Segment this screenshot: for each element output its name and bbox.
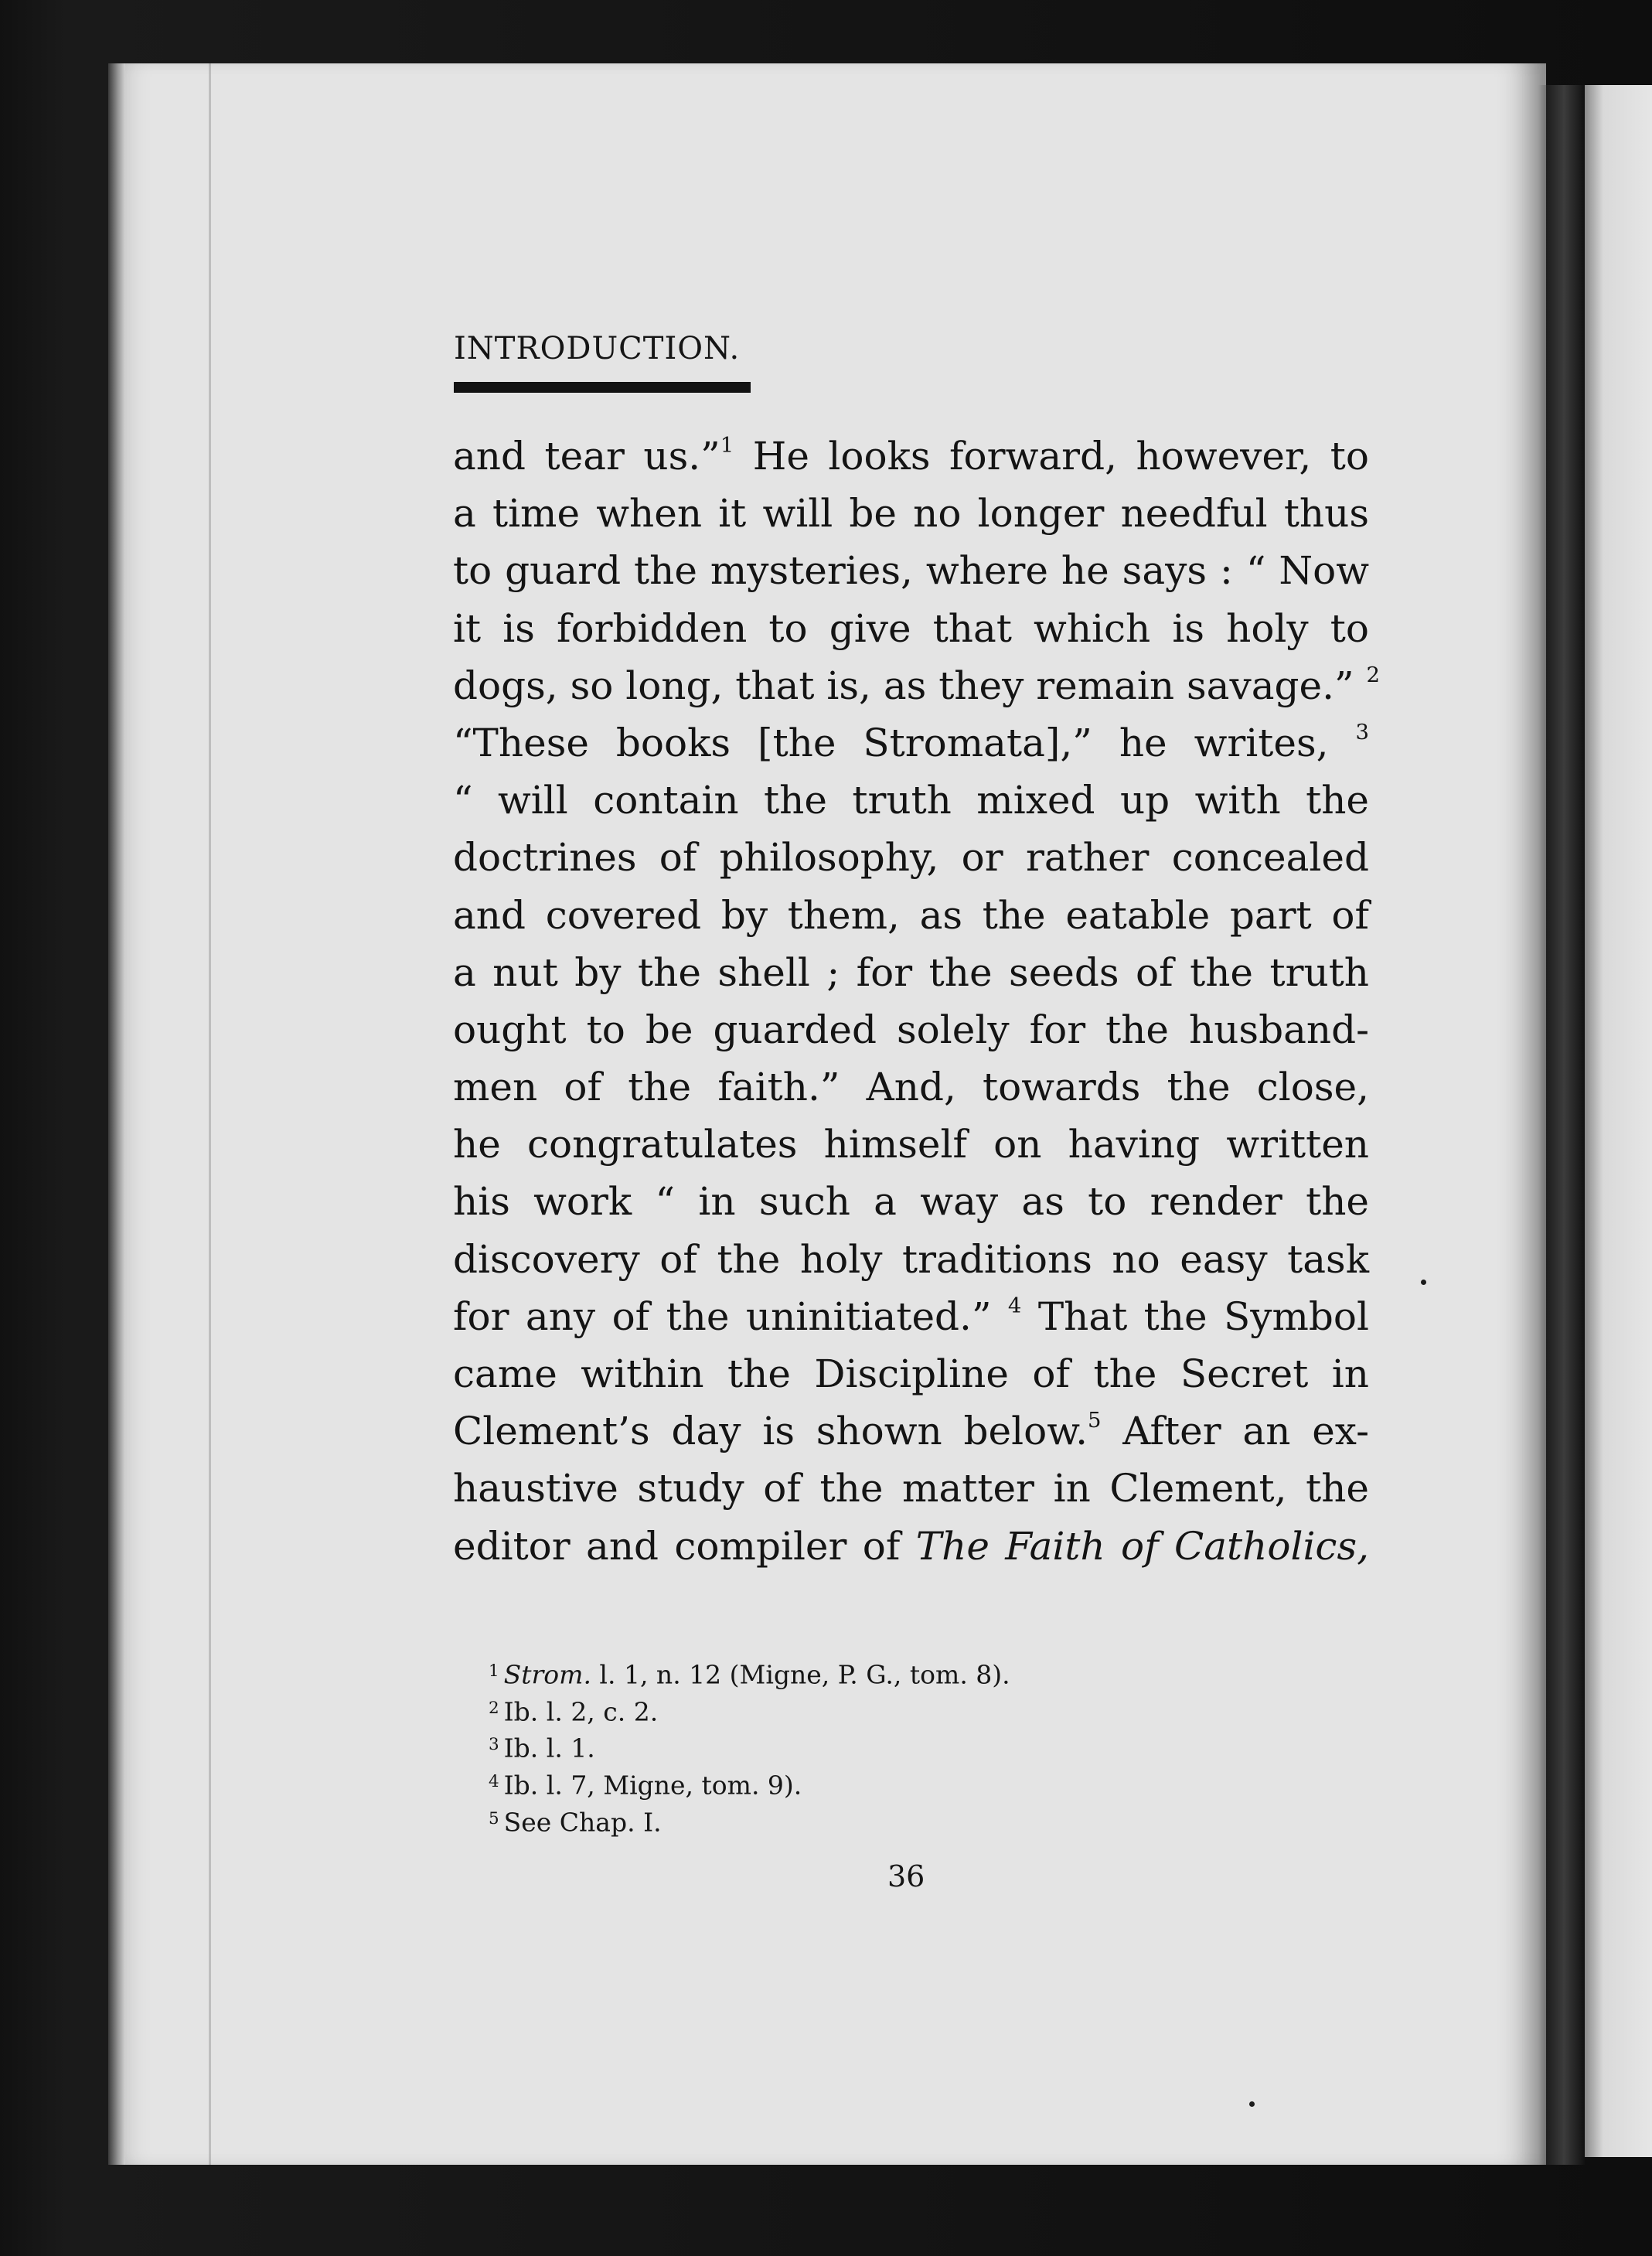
body-line: “These books [the Stromata],” he writes, $^3$: [453, 719, 1369, 765]
page-left-edge: [108, 63, 125, 2165]
note-ref: 2: [1366, 662, 1381, 687]
body-line: came within the Discipline of the Secret in: [453, 1351, 1369, 1396]
body-line: it is forbidden to give that which is holy to: [453, 605, 1369, 651]
dust-speck: [1421, 1280, 1426, 1285]
body-line: for any of the uninitiated.” $^4$ That the Symbol: [453, 1293, 1369, 1339]
body-text: [453, 428, 1381, 1575]
footnote: $^3$ Ib. l. 1.: [489, 1733, 595, 1764]
body-line: a time when it will be no longer needful thus: [453, 491, 1369, 537]
page-fold-line: [209, 63, 211, 2165]
note-ref: 5: [1087, 1408, 1102, 1433]
facing-page-edge: [1577, 85, 1652, 2157]
body-line: haustive study of the matter in Clement, the: [453, 1466, 1369, 1511]
binding-shadow: [1538, 85, 1585, 2165]
body-line: his work “ in such a way as to render the: [453, 1179, 1369, 1225]
body-line: a nut by the shell ; for the seeds of the truth: [453, 949, 1369, 995]
body-line: he congratulates himself on having written: [453, 1122, 1369, 1167]
body-line: ought to be guarded solely for the husband-: [453, 1007, 1369, 1052]
body-line: to guard the mysteries, where he says : “ Now: [453, 548, 1369, 594]
body-line: doctrines of philosophy, or rather concealed: [453, 835, 1369, 881]
running-head-rule: [454, 382, 751, 393]
footnotes: [489, 1655, 1378, 1839]
body-line: and tear us.”$^1$ He looks forward, however, to: [453, 433, 1369, 479]
body-line: and covered by them, as the eatable part of: [453, 892, 1369, 938]
footnote: $^1$ Strom. l. 1, n. 12 (Migne, P. G., tom. 8).: [489, 1659, 1010, 1690]
footnote: $^4$ Ib. l. 7, Migne, tom. 9).: [489, 1770, 802, 1801]
body-line: dogs, so long, that is, as they remain savage.” $^2$: [453, 662, 1381, 708]
page-number: 36: [887, 1859, 925, 1893]
footnote: $^5$ See Chap. I.: [489, 1807, 662, 1838]
body-line: men of the faith.” And, towards the close,: [453, 1065, 1369, 1110]
body-line: Clement’s day is shown below.$^5$ After an ex-: [453, 1408, 1369, 1454]
note-ref: 4: [1007, 1293, 1022, 1318]
note-ref: 3: [1355, 719, 1369, 745]
running-head: INTRODUCTION.: [454, 331, 741, 366]
body-line: editor and compiler of The Faith of Catholics,: [453, 1523, 1369, 1569]
note-ref: 1: [720, 433, 734, 458]
body-line: discovery of the holy traditions no easy task: [453, 1236, 1369, 1282]
footnote: $^2$ Ib. l. 2, c. 2.: [489, 1696, 659, 1727]
book-title: The Faith of Catholics,: [915, 1523, 1369, 1569]
body-line: “ will contain the truth mixed up with the: [453, 778, 1369, 823]
dust-speck: [1249, 2101, 1255, 2107]
